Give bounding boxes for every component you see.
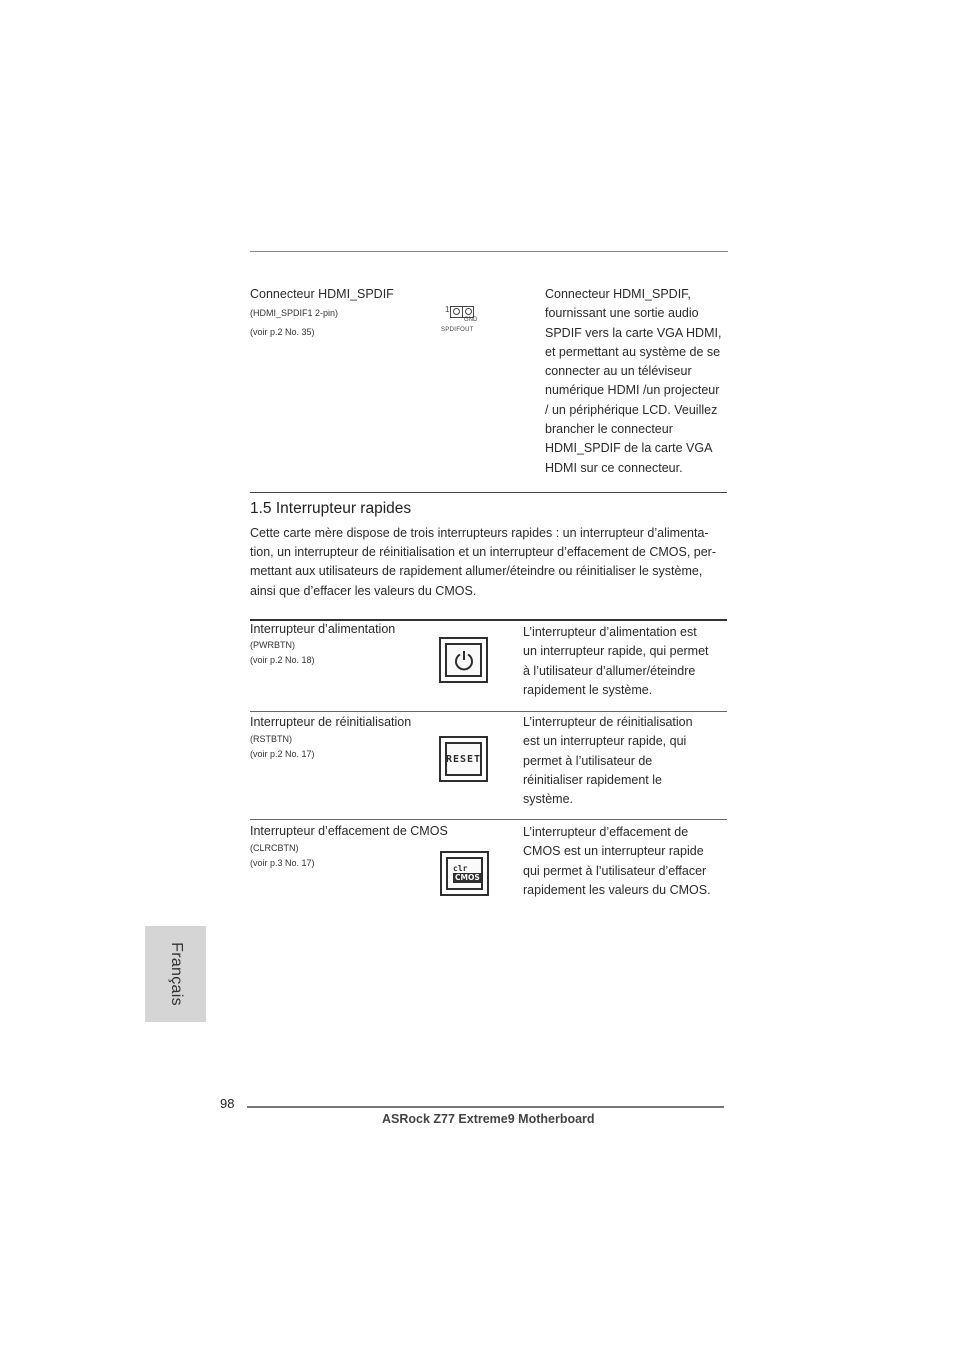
pin1-label: 1 (445, 305, 450, 314)
hdmi-spdif-reference: (voir p.2 No. 35) (250, 327, 315, 337)
clear-cmos-switch-title: Interrupteur d’effacement de CMOS (250, 824, 448, 838)
page-number: 98 (220, 1096, 235, 1111)
hdmi-spdif-description: Connecteur HDMI_SPDIF, fournissant une sortie audio SPDIF vers la carte VGA HDMI, et permettant au système de se connecter au un téléviseur numérique HDMI /un projecteur / un périphérique LCD. Veuillez brancher le connecteur HDMI_SPDIF de la carte VGA HDMI sur ce connecteur. (545, 287, 722, 475)
clear-cmos-icon-label-bottom: CMOS (455, 873, 480, 882)
power-switch-title: Interrupteur d’alimentation (250, 622, 396, 636)
clear-cmos-switch-reference: (voir p.3 No. 17) (250, 858, 315, 868)
hdmi-spdif-connector-diagram (440, 303, 490, 339)
section-rule (250, 492, 727, 493)
section-intro: Cette carte mère dispose de trois interrupteurs rapides : un interrupteur d’alimenta- tion, un interrupteur de réinitialisation et un interrupteur d’effacement de CMOS, per- mettant aux utilisateurs de rapidement allumer/éteindre ou réinitialiser le système, ainsi que d’effacer les valeurs du CMOS. (250, 526, 716, 598)
reset-icon-label: RESET (445, 753, 482, 765)
power-icon (439, 637, 488, 683)
footer-product-title: ASRock Z77 Extreme9 Motherboard (382, 1112, 595, 1126)
row-divider-1 (250, 711, 727, 712)
language-side-tab-label: Français (167, 942, 185, 1006)
power-switch-reference: (voir p.2 No. 18) (250, 655, 315, 665)
reset-switch-subtitle: (RSTBTN) (250, 734, 292, 744)
hdmi-spdif-subtitle: (HDMI_SPDIF1 2-pin) (250, 308, 339, 318)
clear-cmos-switch-description: L’interrupteur d’effacement de CMOS est un interrupteur rapide qui permet à l’utilisateur d’effacer rapidement les valeurs du CMOS. (523, 825, 711, 897)
footer-rule (247, 1106, 724, 1108)
clear-cmos-icon-label-top: clr (453, 864, 468, 873)
power-switch-description: L’interrupteur d’alimentation est un interrupteur rapide, qui permet à l’utilisateur d’allumer/éteindre rapidement le système. (523, 625, 709, 697)
reset-switch-title: Interrupteur de réinitialisation (250, 715, 412, 729)
reset-switch-reference: (voir p.2 No. 17) (250, 749, 315, 759)
clear-cmos-icon (440, 851, 489, 896)
reset-switch-description: L’interrupteur de réinitialisation est un interrupteur rapide, qui permet à l’utilisateur de réinitialiser rapidement le système. (523, 715, 693, 807)
section-heading: 1.5 Interrupteur rapides (250, 500, 412, 517)
power-switch-subtitle: (PWRBTN) (250, 640, 295, 650)
language-side-tab (145, 926, 206, 1022)
row-divider-2 (250, 819, 727, 820)
spdifout-label: SPDIFOUT (441, 327, 474, 333)
clear-cmos-switch-subtitle: (CLRCBTN) (250, 843, 299, 853)
hdmi-spdif-title: Connecteur HDMI_SPDIF (250, 287, 394, 301)
reset-icon (439, 736, 488, 782)
gnd-label: GND (464, 317, 478, 323)
top-rule (250, 251, 728, 252)
